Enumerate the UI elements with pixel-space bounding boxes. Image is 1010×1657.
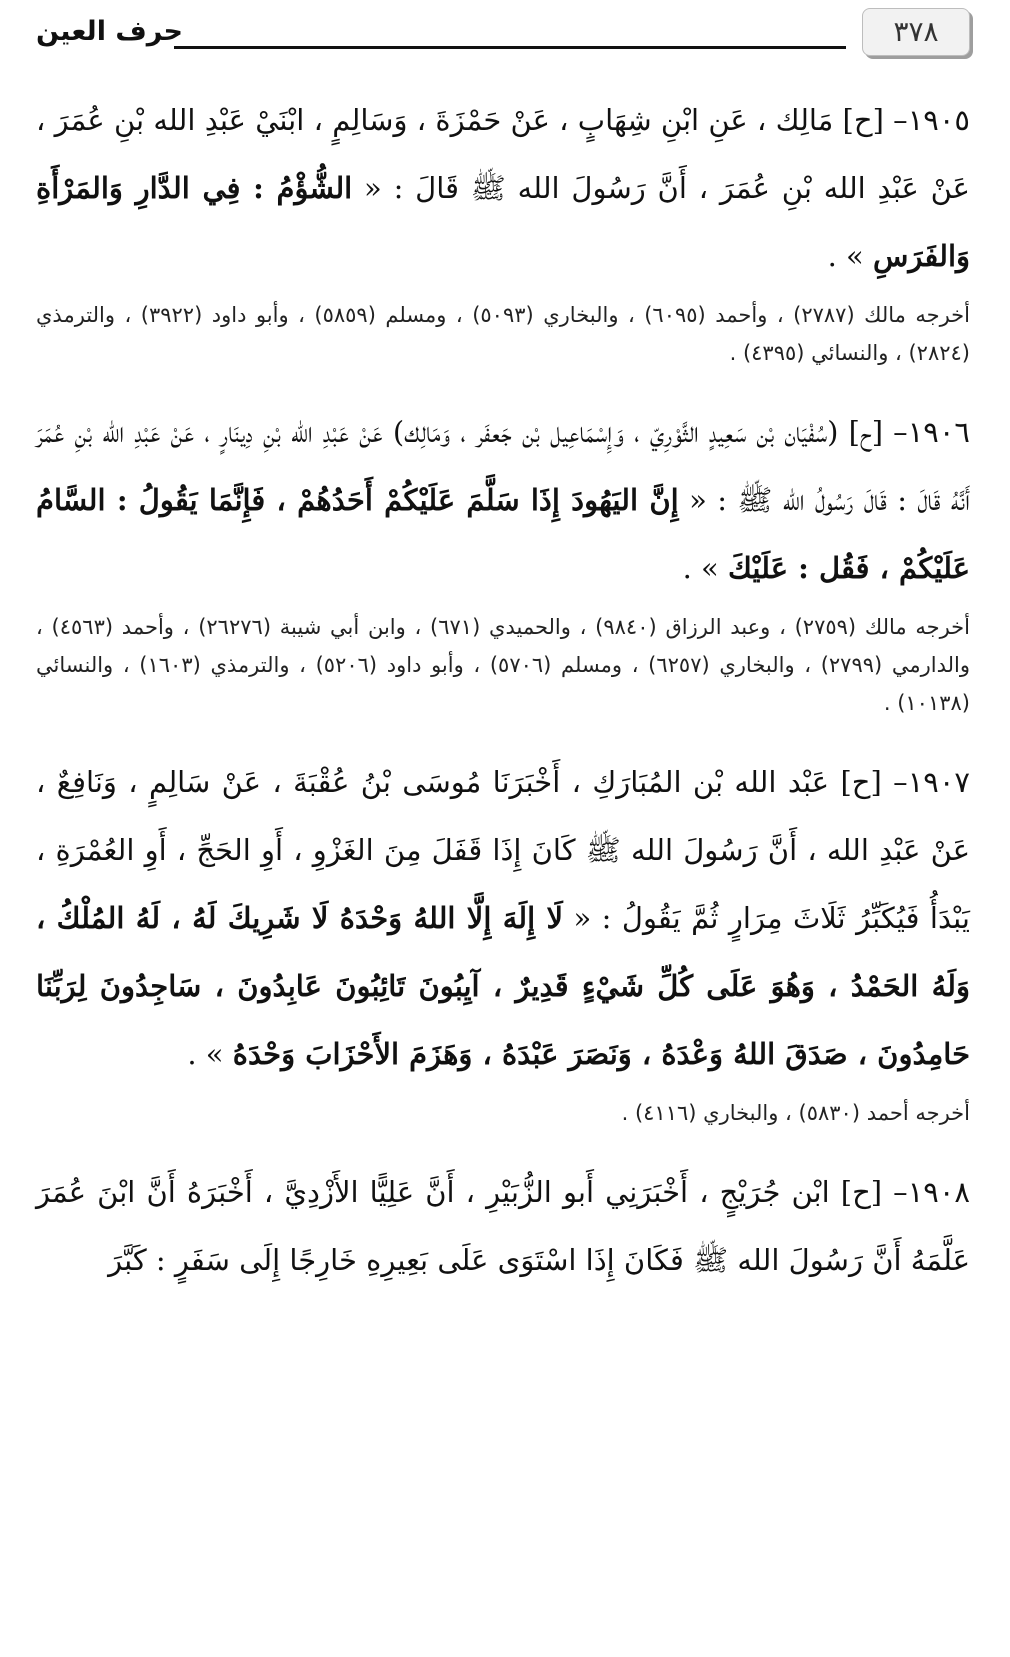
hadith-number: ١٩٠٨ [907,1175,970,1209]
hadith-number: ١٩٠٦ [907,415,970,449]
hadith-text [36,748,970,1088]
header-rule [174,46,846,49]
takhrij-note: أخرجه مالك (٢٧٨٧) ، وأحمد (٦٠٩٥) ، والبخاري (٥٠٩٣) ، ومسلم (٥٨٥٩) ، وأبو داود (٣٩٢٢) ، والترمذي (٢٨٢٤) ، والنسائي (٤٣٩٥) . [36,303,971,365]
hadith-close: » . [827,239,874,273]
hadith-text [36,398,970,602]
hadith-entry [36,1158,970,1294]
hadith-entry [36,398,970,722]
hadith-close: » . [682,551,728,585]
hadith-matn: لَا إِلَهَ إِلَّا اللهُ وَحْدَهُ لَا شَرِيكَ لَهُ ، لَهُ المُلْكُ ، وَلَهُ الحَمْدُ ، وَهُوَ عَلَى كُلِّ شَيْءٍ قَدِيرٌ ، آيِبُونَ تَائِبُونَ عَابِدُونَ ، سَاجِدُونَ لِرَبِّنَا حَامِدُونَ ، صَدَقَ اللهُ وَعْدَهُ ، وَنَصَرَ عَبْدَهُ ، وَهَزَمَ الأَحْزَابَ وَحْدَهُ [36,901,970,1071]
hadith-matn: الشُّؤْمُ : فِي الدَّارِ وَالمَرْأَةِ وَالفَرَسِ [36,171,970,273]
hadith-number: ١٩٠٥ [907,103,970,137]
hadith-isnad: – [ح] (سُفْيَان بْن سَعِيدٍ الثَّوْرِيّ ، وَإِسْمَاعِيل بْن جَعفَر ، وَمَالِك) عَنْ عَبْدِ الله بْنِ دِينَارٍ ، عَنْ عَبْدِ الله بْنِ عُمَرَ أَنَّهُ قَالَ : قَالَ رَسُولُ الله ﷺ : « [36,415,970,517]
hadith-isnad: – [ح] ابْن جُرَيْجٍ ، أَخْبَرَنِي أَبو الزُّبَيْرِ ، أَنَّ عَلِيًّا الأَزْدِيَّ ، أَخْبَرَهُ أَنَّ ابْنَ عُمَرَ عَلَّمَهُ أَنَّ رَسُولَ الله ﷺ فَكَانَ إِذَا اسْتَوَى عَلَى بَعِيرِهِ خَارِجًا إِلَى سَفَرٍ : كَبَّرَ [36,1175,970,1277]
page-number: ٣٧٨ [862,8,970,56]
hadith-text [36,86,970,290]
page-header [36,8,970,64]
hadith-close: » . [187,1037,233,1071]
running-title: حرف العين [36,16,183,47]
hadith-isnad: – [ح] مَالِك ، عَنِ ابْنِ شِهَابٍ ، عَنْ حَمْزَةَ ، وَسَالِمٍ ، ابْنَيْ عَبْدِ الله بْنِ عُمَرَ ، عَنْ عَبْدِ الله بْنِ عُمَرَ ، أَنَّ رَسُولَ الله ﷺ قَالَ : « [36,103,970,205]
takhrij-note: أخرجه أحمد (٥٨٣٠) ، والبخاري (٤١١٦) . [621,1101,970,1125]
hadith-entry [36,748,970,1132]
takhrij-note: أخرجه مالك (٢٧٥٩) ، وعبد الرزاق (٩٨٤٠) ، والحميدي (٦٧١) ، وابن أبي شيبة (٢٦٢٧٦) ، وأحمد (٤٥٦٣) ، والدارمي (٢٧٩٩) ، والبخاري (٦٢٥٧) ، ومسلم (٥٧٠٦) ، وأبو داود (٥٢٠٦) ، والترمذي (١٦٠٣) ، والنسائي (١٠١٣٨) . [36,615,971,715]
page-content [36,86,970,1320]
hadith-text [36,1158,970,1294]
hadith-isnad: – [ح] عَبْد الله بْن المُبَارَكِ ، أَخْبَرَنَا مُوسَى بْنُ عُقْبَةَ ، عَنْ سَالِمٍ ، وَنَافِعٌ ، عَنْ عَبْدِ الله ، أَنَّ رَسُولَ الله ﷺ كَانَ إِذَا قَفَلَ مِنَ الغَزْوِ ، أَوِ الحَجِّ ، أَوِ العُمْرَةِ ، يَبْدَأُ فَيُكَبِّرُ ثَلَاثَ مِرَارٍ ثُمَّ يَقُولُ : « [36,765,970,935]
hadith-number: ١٩٠٧ [907,765,970,799]
hadith-matn: إِنَّ اليَهُودَ إِذَا سَلَّمَ عَلَيْكُمْ أَحَدُهُمْ ، فَإِنَّمَا يَقُولُ : السَّامُ عَلَيْكُمْ ، فَقُل : عَلَيْكَ [36,483,970,585]
hadith-entry [36,86,970,372]
